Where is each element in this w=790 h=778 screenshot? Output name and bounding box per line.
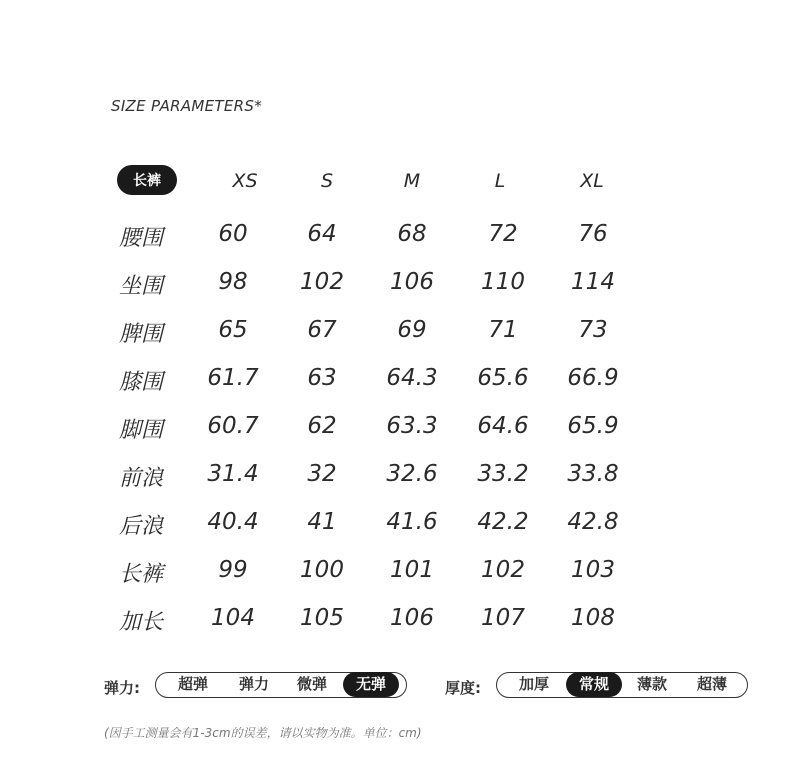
table-row	[0, 317, 790, 357]
table-cell: 114	[571, 269, 615, 295]
row-label: 长裤	[119, 562, 164, 587]
size-parameters-title: SIZE PARAMETERS*	[111, 97, 263, 115]
elasticity-option: 微弹	[296, 675, 327, 693]
size-header-s: S	[320, 170, 334, 192]
table-cell: 102	[300, 269, 344, 295]
table-cell: 104	[211, 605, 255, 631]
table-cell: 72	[488, 221, 518, 247]
table-cell: 106	[390, 605, 434, 631]
table-cell: 103	[571, 557, 615, 583]
elasticity-label: 弹力:	[104, 679, 140, 697]
table-cell: 31.4	[207, 461, 259, 487]
table-cell: 63	[307, 365, 337, 391]
thickness-label: 厚度:	[445, 679, 481, 697]
table-row	[0, 557, 790, 597]
row-label: 膝围	[119, 370, 164, 395]
table-cell: 69	[397, 317, 427, 343]
table-cell: 65.6	[477, 365, 529, 391]
table-cell: 105	[300, 605, 344, 631]
table-cell: 66.9	[567, 365, 619, 391]
table-cell: 68	[397, 221, 427, 247]
table-cell: 106	[390, 269, 434, 295]
thickness-option: 薄款	[636, 675, 667, 693]
table-cell: 65	[218, 317, 248, 343]
type-label-pill: 长裤	[117, 165, 177, 195]
table-row	[0, 509, 790, 549]
table-cell: 33.8	[567, 461, 619, 487]
row-label: 前浪	[119, 466, 164, 491]
elasticity-option-selected: 无弹	[343, 672, 399, 697]
row-label: 腰围	[119, 226, 164, 251]
table-cell: 60.7	[207, 413, 259, 439]
table-cell: 76	[578, 221, 608, 247]
table-cell: 42.8	[567, 509, 619, 535]
elasticity-option: 超弹	[177, 675, 208, 693]
thickness-option: 加厚	[518, 675, 549, 693]
size-header-xs: XS	[232, 170, 258, 192]
table-cell: 73	[578, 317, 608, 343]
elasticity-options	[155, 672, 407, 698]
table-cell: 98	[218, 269, 248, 295]
table-cell: 41	[307, 509, 337, 535]
row-label: 脾围	[119, 322, 164, 347]
measurement-note: (因手工测量会有1-3cm的误差，请以实物为准。单位：cm)	[104, 726, 422, 740]
table-cell: 110	[481, 269, 525, 295]
table-cell: 60	[218, 221, 248, 247]
table-row	[0, 605, 790, 645]
row-label: 加长	[119, 610, 164, 635]
table-cell: 32	[307, 461, 337, 487]
row-label: 坐围	[119, 274, 164, 299]
table-row	[0, 221, 790, 261]
table-cell: 67	[307, 317, 337, 343]
table-cell: 102	[481, 557, 525, 583]
size-header-m: M	[403, 170, 421, 192]
thickness-options	[496, 672, 748, 698]
table-row	[0, 365, 790, 405]
table-cell: 33.2	[477, 461, 529, 487]
table-cell: 41.6	[386, 509, 438, 535]
thickness-option-selected: 常规	[566, 672, 622, 697]
elasticity-option: 弹力	[238, 675, 269, 693]
table-cell: 108	[571, 605, 615, 631]
table-cell: 61.7	[207, 365, 259, 391]
row-label: 后浪	[119, 514, 164, 539]
table-cell: 64.3	[386, 365, 438, 391]
table-cell: 62	[307, 413, 337, 439]
table-cell: 99	[218, 557, 248, 583]
table-cell: 65.9	[567, 413, 619, 439]
row-label: 脚围	[119, 418, 164, 443]
table-cell: 107	[481, 605, 525, 631]
table-cell: 100	[300, 557, 344, 583]
table-row	[0, 413, 790, 453]
table-cell: 42.2	[477, 509, 529, 535]
size-header-xl: XL	[580, 170, 604, 192]
table-cell: 101	[390, 557, 434, 583]
size-header-l: L	[494, 170, 506, 192]
table-cell: 63.3	[386, 413, 438, 439]
table-cell: 32.6	[386, 461, 438, 487]
table-cell: 71	[488, 317, 518, 343]
table-row	[0, 461, 790, 501]
thickness-option: 超薄	[696, 675, 727, 693]
table-cell: 64.6	[477, 413, 529, 439]
table-cell: 64	[307, 221, 337, 247]
table-row	[0, 269, 790, 309]
table-cell: 40.4	[207, 509, 259, 535]
